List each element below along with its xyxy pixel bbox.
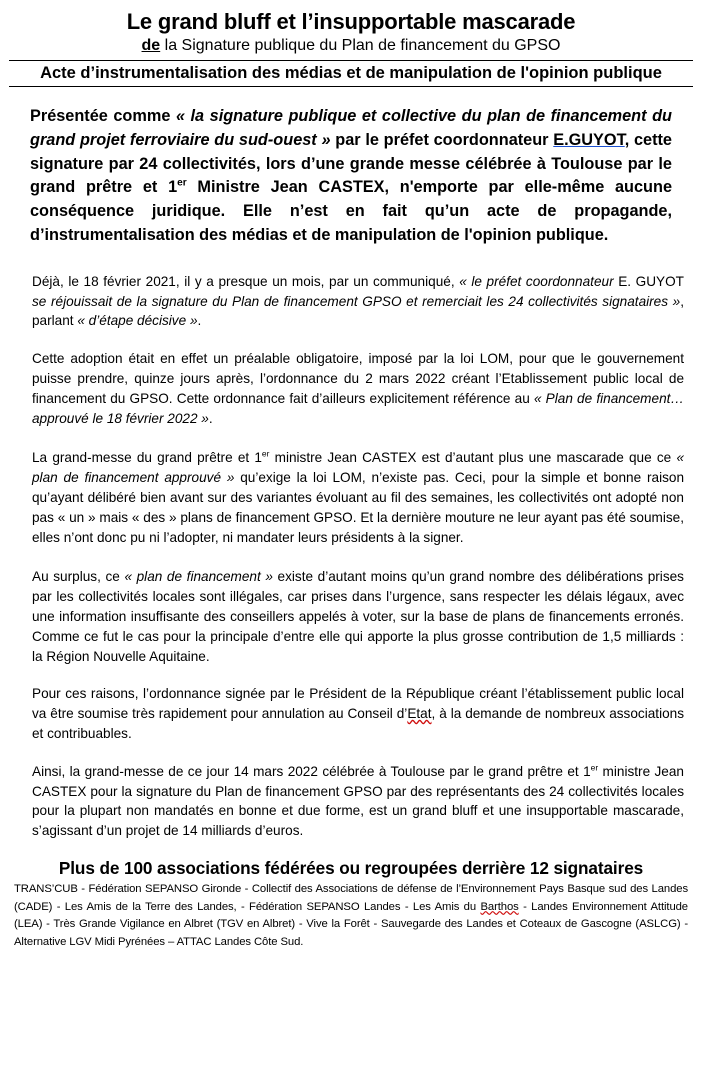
page-subtitle (0, 36, 702, 56)
prefect-name: E.GUYOT (553, 130, 625, 149)
signatories-heading: Plus de 100 associations fédérées ou regroupées derrière 12 signataires (58, 857, 644, 878)
spellcheck-flagged-word: Barthos (480, 900, 519, 913)
paragraph-surplus (32, 567, 684, 666)
ordinal-superscript: er (177, 177, 187, 189)
ordinal-superscript: er (261, 448, 270, 459)
paragraph-text: E. GUYOT (613, 273, 684, 289)
signatories-text: - Landes Environnement Attitude (LEA) - Très Grande Vigilance en Albret (TGV en Albret) - Vive la Forêt - Sauvegarde des Landes et Coteaux de Gascogne (ASLCG) - Alternative LGV Midi Pyrénées – ATTAC Landes Côte Sud. (14, 900, 688, 948)
paragraph-quote: « plan de financement approuvé » (32, 450, 684, 486)
signatories-list (14, 881, 688, 951)
paragraph-text: Déjà, le 18 février 2021, il y a presque un mois, par un communiqué, (32, 273, 460, 289)
paragraph-mascarade (32, 448, 684, 547)
ordinal-superscript: er (590, 762, 599, 773)
subtitle-underlined-word: de (141, 37, 161, 54)
lead-text: par le préfet coordonnateur (330, 130, 554, 149)
paragraph-quote: « plan de financement » (124, 569, 273, 585)
paragraph-text: ministre Jean CASTEX est d’autant plus une mascarade que ce (269, 450, 677, 466)
paragraph-quote: « d’étape décisive » (77, 313, 198, 329)
paragraph-text: . (197, 313, 202, 329)
paragraph-adoption (32, 349, 684, 428)
paragraph-text: Ainsi, la grand-messe de ce jour 14 mars 2022 célébrée à Toulouse par le grand prêtre et 1 (32, 763, 591, 779)
paragraph-quote: se réjouissait de la signature du Plan de financement GPSO et remerciait les 24 collectivités signataires » (32, 293, 681, 309)
paragraph-text: La grand-messe du grand prêtre et 1 (32, 450, 262, 466)
paragraph-reasons (32, 684, 684, 743)
paragraph-communique (32, 272, 684, 331)
paragraph-text: Pour ces raisons, l’ordonnance signée par le Président de la République créant l’établissement public local va être soumise très rapidement pour annulation au Conseil d’ (32, 686, 684, 722)
lead-text: Ministre Jean CASTEX, n'emporte par elle-même aucune conséquence juridique. Elle n’est en fait qu’un acte de propagande, d’instrumentalisation des médias et de manipulation de l'opinion publique. (30, 178, 672, 244)
paragraph-quote: « Plan de financement…approuvé le 18 février 2022 » (32, 390, 684, 426)
paragraph-text: qu’exige la loi LOM, n’existe pas. Ceci, pour la simple et bonne raison qu’ayant délibéré bien avant sur des variantes évoluant au fil des semaines, les collectivités ont adopté non pas « un » mais « des » plans de financement GPSO. Et la dernière mouture ne leur ayant pas été soumise, elles n’ont donc pu ni l’adopter, ni mandater leurs présidents à la signer. (32, 470, 685, 545)
lead-paragraph (30, 105, 672, 248)
signatories-text: TRANS’CUB - Fédération SEPANSO Gironde - Collectif des Associations de défense de l’Environnement Pays Basque sud des Landes (CADE) - Les Amis de la Terre des Landes, - Fédération SEPANSO Landes - Les Amis du (14, 882, 688, 913)
subtitle-text: la Signature publique du Plan de financement du GPSO (160, 37, 561, 54)
paragraph-conclusion (32, 762, 684, 841)
lead-quote: « la signature publique et collective du plan de financement du grand projet ferroviaire du sud-ouest » (30, 107, 672, 149)
paragraph-text: Cette adoption était en effet un préalable obligatoire, imposé par la loi LOM, pour que le gouvernement puisse prendre, quinze jours après, l’ordonnance du 2 mars 2022 créant l’Etablissement public local de financement du GPSO. Cette ordonnance fait d’ailleurs explicitement référence au (32, 351, 684, 406)
banner-heading: Acte d’instrumentalisation des médias et de manipulation de l'opinion publique (9, 60, 693, 87)
paragraph-text: existe d’autant moins qu’un grand nombre des délibérations prises par les collectivités locales sont illégales, car prises dans l’urgence, sans respecter les délais légaux, avec une information insuffisante des conseillers appelés à voter, sur la base de plans de financements erronés. Comme ce fut le cas pour la principale d’entre elle qui apporte la plus grosse contribution de 1,5 milliards : la Région Nouvelle Aquitaine. (32, 569, 684, 664)
paragraph-text: , parlant (32, 293, 684, 329)
paragraph-text: ministre Jean CASTEX pour la signature du Plan de financement GPSO par des représentants des 24 collectivités locales pour la plupart non mandatés en bonne et due forme, est un grand bluff et une insupportable mascarade, s’agissant d’un projet de 14 milliards d’euros. (32, 763, 684, 839)
paragraph-text: , à la demande de nombreux associations et contribuables. (32, 706, 685, 741)
paragraph-text: Au surplus, ce (32, 569, 125, 585)
spellcheck-flagged-word: Etat (407, 706, 432, 722)
paragraph-text: . (208, 410, 213, 426)
lead-text: , cette signature par 24 collectivités, lors d’une grande messe célébrée à Toulouse par le grand prêtre et 1 (30, 130, 672, 197)
lead-text: Présentée comme (30, 107, 176, 125)
page-title: Le grand bluff et l’insupportable mascarade (126, 9, 576, 34)
paragraph-quote: « le préfet coordonnateur (459, 273, 614, 289)
